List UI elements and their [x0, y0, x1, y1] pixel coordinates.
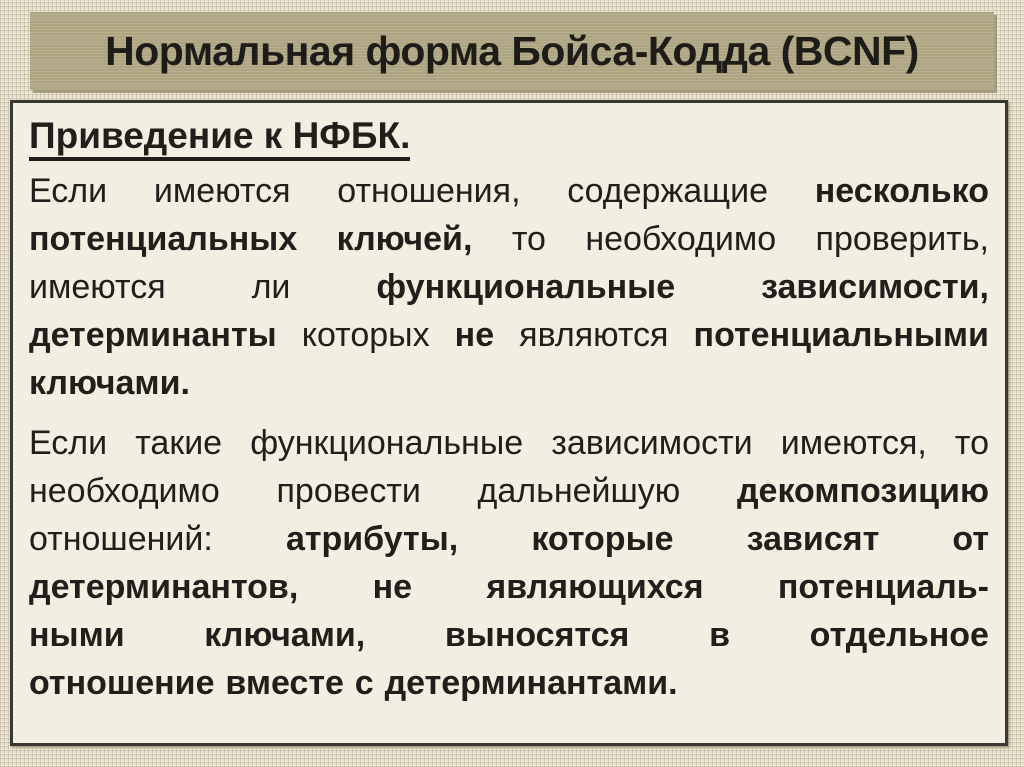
word: функциональные: [376, 268, 676, 306]
paragraph: [29, 167, 989, 407]
text-line: [29, 515, 989, 563]
word: детерминантами.: [384, 664, 678, 702]
word: то: [511, 220, 546, 258]
word: которые: [531, 520, 674, 558]
text-line: [29, 311, 989, 359]
word: ключами.: [29, 364, 190, 402]
word: имеются,: [780, 424, 927, 462]
word: не: [372, 568, 413, 606]
word: ными: [29, 616, 125, 654]
word: зависимости: [551, 424, 753, 462]
word: провести: [276, 472, 421, 510]
word: отношения,: [337, 172, 521, 210]
text-line: [29, 659, 989, 707]
text-line: [29, 611, 989, 659]
word: функциональные: [250, 424, 524, 462]
word: имеются: [29, 268, 166, 306]
word: атрибуты,: [285, 520, 459, 558]
word: выносятся: [444, 616, 630, 654]
word: потенциальными: [693, 316, 989, 354]
word: отношение: [29, 664, 215, 702]
word: необходимо: [29, 472, 220, 510]
text-line: [29, 359, 989, 407]
text-line: [29, 563, 989, 611]
word: Если: [29, 172, 108, 210]
word: то: [954, 424, 989, 462]
section-heading: [29, 109, 989, 163]
word: которых: [301, 316, 430, 354]
word: не: [454, 316, 495, 354]
word: декомпозицию: [736, 472, 989, 510]
word: потенциаль-: [777, 568, 989, 606]
word: являющихся: [486, 568, 704, 606]
word: являются: [519, 316, 669, 354]
word: зависимости,: [761, 268, 989, 306]
word: Если: [29, 424, 108, 462]
text-line: [29, 467, 989, 515]
word: содержащие: [567, 172, 768, 210]
word: несколько: [814, 172, 989, 210]
word: такие: [135, 424, 223, 462]
word: потенциальных: [29, 220, 298, 258]
text-line: [29, 215, 989, 263]
text-line: [29, 419, 989, 467]
word: зависят: [746, 520, 880, 558]
word: детерминанты: [29, 316, 277, 354]
word: проверить,: [815, 220, 989, 258]
word: дальнейшую: [477, 472, 681, 510]
word: от: [952, 520, 989, 558]
content-box: [10, 100, 1008, 746]
word: отдельное: [809, 616, 989, 654]
paragraph: [29, 419, 989, 707]
body-text: [29, 167, 989, 707]
title-bar: [30, 12, 994, 90]
word: ключей,: [336, 220, 473, 258]
word: отношений:: [29, 520, 213, 558]
word: ключами,: [204, 616, 366, 654]
slide-title: Нормальная форма Бойса-Кодда (BCNF): [105, 27, 919, 74]
word: ли: [251, 268, 291, 306]
text-line: [29, 263, 989, 311]
word: имеются: [153, 172, 291, 210]
word: с: [354, 664, 374, 702]
word: в: [709, 616, 730, 654]
word: необходимо: [585, 220, 777, 258]
text-line: [29, 167, 989, 215]
word: детерминантов,: [29, 568, 299, 606]
heading-text: Приведение к НФБК.: [29, 115, 410, 161]
word: вместе: [225, 664, 344, 702]
